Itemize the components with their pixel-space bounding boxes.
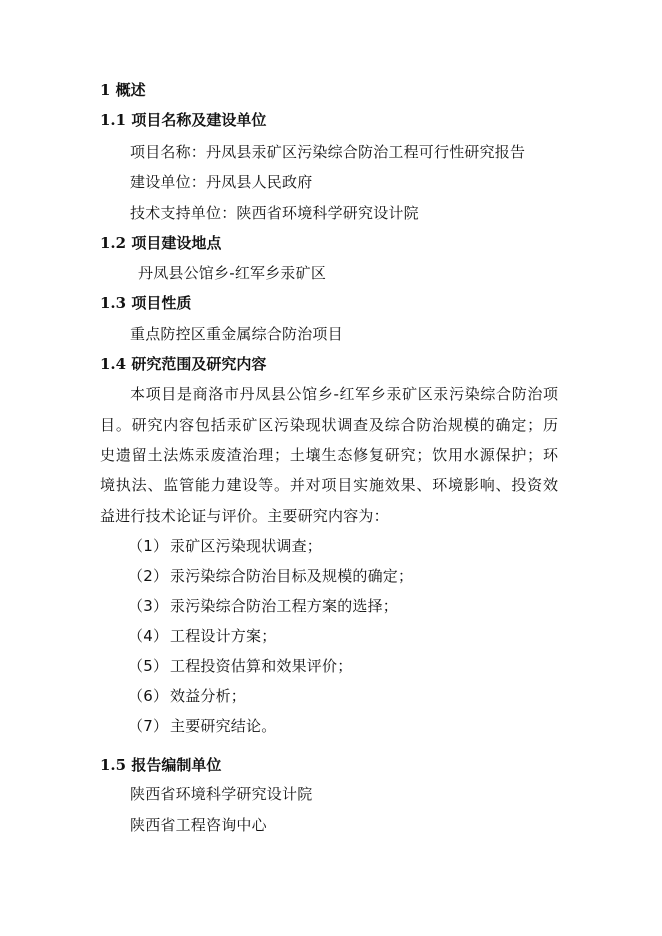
list-item-text: 汞污染综合防治目标及规模的确定； [170,567,414,585]
list-item-text: 工程投资估算和效果评价； [170,657,353,675]
list-item [128,686,528,706]
location-line: 丹凤县公馆乡-红军乡汞矿区 [138,264,327,282]
list-item-text: 工程设计方案； [170,627,277,645]
paragraph-line-1: 本项目是商洛市丹凤县公馆乡-红军乡汞矿区汞污染综合防治项 [130,385,558,403]
section-1-2-heading: 1.2 项目建设地点 [100,234,222,252]
list-item [128,716,528,736]
org-line-2: 陕西省工程咨询中心 [130,816,267,834]
section-1-1-heading: 1.1 项目名称及建设单位 [100,111,267,129]
list-item-text: 汞污染综合防治工程方案的选择； [170,597,399,615]
list-item-number: （7） [128,717,169,735]
list-item-number: （5） [128,657,169,675]
chapter-heading: 1 概述 [100,81,146,99]
list-item [128,536,528,556]
nature-line: 重点防控区重金属综合防治项目 [130,325,343,343]
section-1-3-heading: 1.3 项目性质 [100,294,192,312]
list-item [128,566,528,586]
section-1-5-heading: 1.5 报告编制单位 [100,756,222,774]
builder-line: 建设单位：丹凤县人民政府 [130,173,313,191]
list-item [128,656,528,676]
support-line: 技术支持单位：陕西省环境科学研究设计院 [130,204,419,222]
project-name-line: 项目名称：丹凤县汞矿区污染综合防治工程可行性研究报告 [130,143,526,161]
list-item-number: （6） [128,687,169,705]
list-item [128,596,528,616]
paragraph-line-4: 境执法、监管能力建设等。并对项目实施效果、环境影响、投资效 [100,476,558,494]
paragraph-line-3: 史遗留土法炼汞废渣治理；土壤生态修复研究；饮用水源保护；环 [100,446,558,464]
list-item-number: （2） [128,567,169,585]
list-item-text: 主要研究结论。 [170,717,277,735]
list-item-number: （3） [128,597,169,615]
list-item [128,626,528,646]
paragraph-line-5: 益进行技术论证与评价。主要研究内容为： [100,507,389,525]
list-item-number: （1） [128,537,169,555]
org-line-1: 陕西省环境科学研究设计院 [130,785,313,803]
section-1-4-heading: 1.4 研究范围及研究内容 [100,355,267,373]
list-item-text: 汞矿区污染现状调查； [170,537,323,555]
list-item-text: 效益分析； [170,687,247,705]
paragraph-line-2: 目。研究内容包括汞矿区污染现状调查及综合防治规模的确定；历 [100,416,558,434]
list-item-number: （4） [128,627,169,645]
